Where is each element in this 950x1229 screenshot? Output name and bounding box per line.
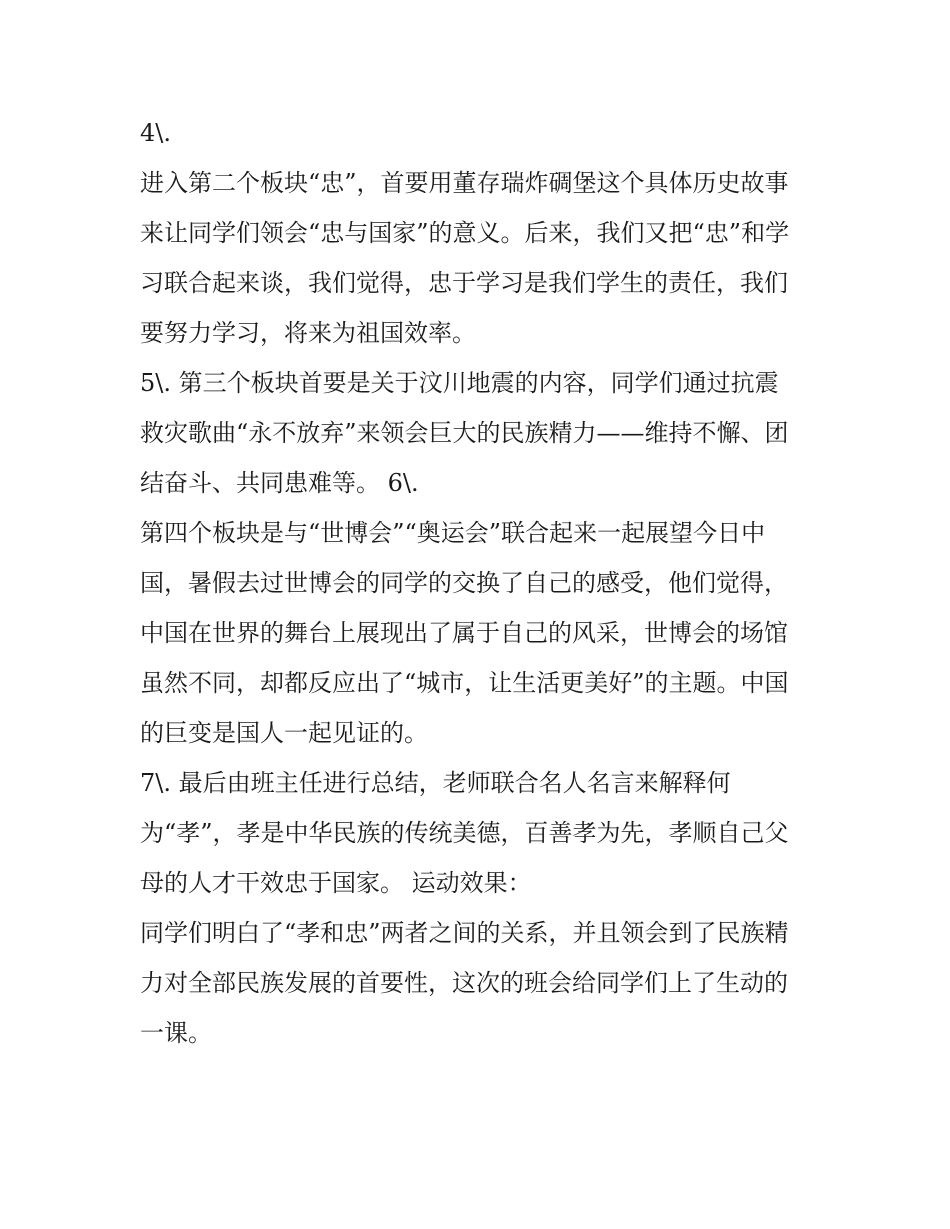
text-line: 7\. 最后由班主任进行总结，老师联合名人名言来解释何	[140, 769, 731, 797]
text-line: 救灾歌曲“永不放弃”来领会巨大的民族精力——维持不懈、团	[140, 419, 789, 447]
text-line: 4\.	[140, 119, 171, 147]
text-line: 来让同学们领会“忠与国家”的意义。后来，我们又把“忠”和学	[140, 219, 790, 247]
text-line: 虽然不同，却都反应出了“城市，让生活更美好”的主题。中国	[140, 669, 789, 697]
text-line: 5\. 第三个板块首要是关于汶川地震的内容，同学们通过抗震	[140, 369, 779, 397]
text-line: 第四个板块是与“世博会”“奥运会”联合起来一起展望今日中	[140, 519, 766, 547]
text-line: 要努力学习，将来为祖国效率。	[140, 319, 476, 347]
text-line: 国，暑假去过世博会的同学的交换了自己的感受，他们觉得，	[140, 569, 788, 597]
text-line: 为“孝”，孝是中华民族的传统美德，百善孝为先，孝顺自己父	[140, 819, 789, 847]
text-line: 力对全部民族发展的首要性，这次的班会给同学们上了生动的	[140, 969, 788, 997]
text-line: 一课。	[140, 1019, 212, 1047]
text-line: 母的人才干效忠于国家。 运动效果：	[140, 869, 532, 897]
document-page	[140, 108, 830, 1058]
text-line: 中国在世界的舞台上展现出了属于自己的风采，世博会的场馆	[140, 619, 788, 647]
text-line: 结奋斗、共同患难等。 6\.	[140, 469, 419, 497]
text-line: 的巨变是国人一起见证的。	[140, 719, 428, 747]
text-line: 同学们明白了“孝和忠”两者之间的关系，并且领会到了民族精	[140, 919, 789, 947]
text-line: 进入第二个板块“忠”，首要用董存瑞炸碉堡这个具体历史故事	[140, 169, 789, 197]
text-line: 习联合起来谈，我们觉得，忠于学习是我们学生的责任，我们	[140, 269, 788, 297]
